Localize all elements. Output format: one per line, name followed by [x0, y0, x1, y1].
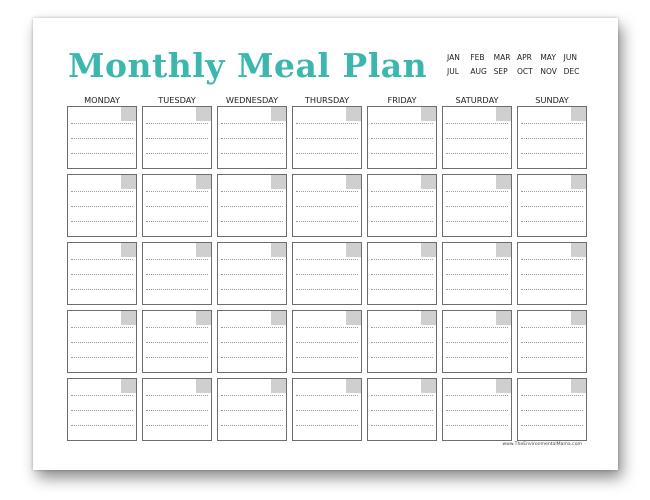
writing-line [221, 357, 283, 358]
day-cell[interactable] [217, 174, 287, 237]
day-label-sunday: SUNDAY [535, 95, 569, 105]
day-cell[interactable] [442, 106, 512, 169]
day-cell[interactable] [517, 174, 587, 237]
writing-line [446, 327, 508, 328]
writing-line [446, 206, 508, 207]
writing-line [146, 395, 208, 396]
date-box[interactable] [271, 311, 286, 325]
date-box[interactable] [571, 243, 586, 257]
writing-line [371, 395, 433, 396]
writing-line [371, 410, 433, 411]
month-label: MAR [493, 53, 511, 62]
day-cell[interactable] [517, 242, 587, 305]
writing-line [71, 123, 133, 124]
date-box[interactable] [496, 107, 511, 121]
date-box[interactable] [196, 243, 211, 257]
writing-line [146, 357, 208, 358]
writing-line [371, 153, 433, 154]
writing-line [296, 138, 358, 139]
writing-line [446, 289, 508, 290]
writing-line [521, 138, 583, 139]
writing-line [446, 191, 508, 192]
writing-line [521, 123, 583, 124]
date-box[interactable] [496, 243, 511, 257]
writing-line [71, 289, 133, 290]
writing-line [521, 191, 583, 192]
day-cell[interactable] [292, 242, 362, 305]
month-label: APR [517, 53, 532, 62]
writing-line [521, 425, 583, 426]
writing-line [221, 289, 283, 290]
day-cell[interactable] [442, 378, 512, 441]
day-cell[interactable] [517, 106, 587, 169]
date-box[interactable] [271, 379, 286, 393]
day-label-saturday: SATURDAY [455, 95, 499, 105]
page-title: Monthly Meal Plan [68, 46, 428, 85]
writing-line [71, 221, 133, 222]
writing-line [221, 425, 283, 426]
writing-line [296, 206, 358, 207]
writing-line [71, 274, 133, 275]
day-cell[interactable] [67, 106, 137, 169]
day-cell[interactable] [367, 174, 437, 237]
day-cell[interactable] [367, 378, 437, 441]
writing-line [146, 191, 208, 192]
date-box[interactable] [346, 175, 361, 189]
date-box[interactable] [121, 175, 136, 189]
date-box[interactable] [121, 243, 136, 257]
day-cell[interactable] [217, 310, 287, 373]
month-label: NOV [540, 67, 557, 76]
writing-line [221, 123, 283, 124]
writing-line [296, 425, 358, 426]
writing-line [146, 221, 208, 222]
writing-line [146, 138, 208, 139]
day-cell[interactable] [217, 378, 287, 441]
writing-line [296, 395, 358, 396]
day-cell[interactable] [67, 378, 137, 441]
writing-line [521, 153, 583, 154]
day-cell[interactable] [142, 106, 212, 169]
writing-line [371, 342, 433, 343]
writing-line [221, 395, 283, 396]
writing-line [146, 206, 208, 207]
day-cell[interactable] [442, 174, 512, 237]
writing-line [71, 342, 133, 343]
writing-line [521, 274, 583, 275]
date-box[interactable] [571, 175, 586, 189]
writing-line [371, 327, 433, 328]
writing-line [521, 395, 583, 396]
writing-line [71, 259, 133, 260]
writing-line [146, 342, 208, 343]
date-box[interactable] [346, 107, 361, 121]
date-box[interactable] [121, 107, 136, 121]
writing-line [146, 259, 208, 260]
date-box[interactable] [571, 311, 586, 325]
writing-line [446, 221, 508, 222]
day-cell[interactable] [442, 310, 512, 373]
meal-grid [67, 106, 587, 441]
writing-line [521, 289, 583, 290]
date-box[interactable] [496, 175, 511, 189]
date-box[interactable] [421, 243, 436, 257]
date-box[interactable] [121, 311, 136, 325]
writing-line [446, 123, 508, 124]
writing-line [371, 289, 433, 290]
day-cell[interactable] [67, 242, 137, 305]
day-cell[interactable] [217, 106, 287, 169]
writing-line [446, 410, 508, 411]
writing-line [521, 410, 583, 411]
writing-line [371, 123, 433, 124]
writing-line [71, 206, 133, 207]
writing-line [371, 191, 433, 192]
date-box[interactable] [346, 311, 361, 325]
month-label: JAN [447, 53, 460, 62]
day-cell[interactable] [292, 310, 362, 373]
writing-line [71, 425, 133, 426]
day-cell[interactable] [367, 106, 437, 169]
day-cell[interactable] [142, 174, 212, 237]
writing-line [446, 138, 508, 139]
writing-line [221, 342, 283, 343]
writing-line [521, 327, 583, 328]
writing-line [446, 259, 508, 260]
day-cell[interactable] [517, 378, 587, 441]
date-box[interactable] [196, 311, 211, 325]
month-label: AUG [470, 67, 487, 76]
writing-line [146, 327, 208, 328]
writing-line [221, 221, 283, 222]
writing-line [146, 410, 208, 411]
writing-line [296, 221, 358, 222]
writing-line [146, 289, 208, 290]
writing-line [296, 274, 358, 275]
writing-line [521, 342, 583, 343]
writing-line [221, 206, 283, 207]
month-label: JUN [563, 53, 577, 62]
date-box[interactable] [271, 175, 286, 189]
writing-line [221, 259, 283, 260]
writing-line [446, 395, 508, 396]
writing-line [371, 221, 433, 222]
writing-line [296, 289, 358, 290]
writing-line [71, 153, 133, 154]
date-box[interactable] [421, 379, 436, 393]
day-cell[interactable] [517, 310, 587, 373]
writing-line [296, 342, 358, 343]
day-label-tuesday: TUESDAY [158, 95, 196, 105]
day-cell[interactable] [142, 242, 212, 305]
writing-line [146, 425, 208, 426]
writing-line [71, 410, 133, 411]
date-box[interactable] [421, 107, 436, 121]
writing-line [296, 123, 358, 124]
writing-line [71, 357, 133, 358]
day-cell[interactable] [67, 310, 137, 373]
writing-line [446, 357, 508, 358]
day-cell[interactable] [367, 310, 437, 373]
date-box[interactable] [496, 311, 511, 325]
writing-line [71, 327, 133, 328]
writing-line [371, 357, 433, 358]
writing-line [521, 221, 583, 222]
writing-line [296, 410, 358, 411]
writing-line [371, 274, 433, 275]
writing-line [296, 259, 358, 260]
writing-line [371, 259, 433, 260]
writing-line [296, 153, 358, 154]
writing-line [371, 206, 433, 207]
day-cell[interactable] [67, 174, 137, 237]
writing-line [521, 357, 583, 358]
meal-plan-sheet [33, 18, 618, 470]
writing-line [521, 206, 583, 207]
writing-line [221, 153, 283, 154]
day-label-wednesday: WEDNESDAY [225, 95, 279, 105]
footer-url: www.TheEnvironmentalMama.com [502, 442, 582, 447]
day-label-thursday: THURSDAY [304, 95, 350, 105]
day-cell[interactable] [292, 106, 362, 169]
writing-line [296, 191, 358, 192]
month-list [447, 53, 587, 76]
writing-line [221, 327, 283, 328]
month-label: SEP [493, 67, 508, 76]
day-cell[interactable] [367, 242, 437, 305]
writing-line [371, 425, 433, 426]
writing-line [71, 395, 133, 396]
day-cell[interactable] [442, 242, 512, 305]
writing-line [221, 138, 283, 139]
writing-line [221, 274, 283, 275]
writing-line [296, 357, 358, 358]
writing-line [446, 153, 508, 154]
date-box[interactable] [196, 379, 211, 393]
writing-line [446, 342, 508, 343]
date-box[interactable] [196, 175, 211, 189]
date-box[interactable] [571, 107, 586, 121]
day-cell[interactable] [292, 378, 362, 441]
writing-line [71, 191, 133, 192]
date-box[interactable] [496, 379, 511, 393]
day-label-friday: FRIDAY [387, 95, 417, 105]
date-box[interactable] [196, 107, 211, 121]
writing-line [146, 274, 208, 275]
weekday-header [67, 95, 589, 105]
date-box[interactable] [421, 175, 436, 189]
writing-line [371, 138, 433, 139]
writing-line [296, 327, 358, 328]
month-label: MAY [540, 53, 556, 62]
date-box[interactable] [271, 243, 286, 257]
writing-line [146, 153, 208, 154]
month-label: FEB [470, 53, 485, 62]
day-cell[interactable] [142, 310, 212, 373]
month-label: OCT [517, 67, 533, 76]
day-label-monday: MONDAY [84, 95, 120, 105]
writing-line [221, 191, 283, 192]
day-cell[interactable] [292, 174, 362, 237]
writing-line [71, 138, 133, 139]
writing-line [446, 274, 508, 275]
writing-line [521, 259, 583, 260]
writing-line [146, 123, 208, 124]
month-label: JUL [447, 67, 459, 76]
writing-line [221, 410, 283, 411]
day-cell[interactable] [217, 242, 287, 305]
date-box[interactable] [421, 311, 436, 325]
date-box[interactable] [121, 379, 136, 393]
date-box[interactable] [271, 107, 286, 121]
writing-line [446, 425, 508, 426]
date-box[interactable] [346, 379, 361, 393]
date-box[interactable] [346, 243, 361, 257]
month-label: DEC [563, 67, 580, 76]
day-cell[interactable] [142, 378, 212, 441]
date-box[interactable] [571, 379, 586, 393]
